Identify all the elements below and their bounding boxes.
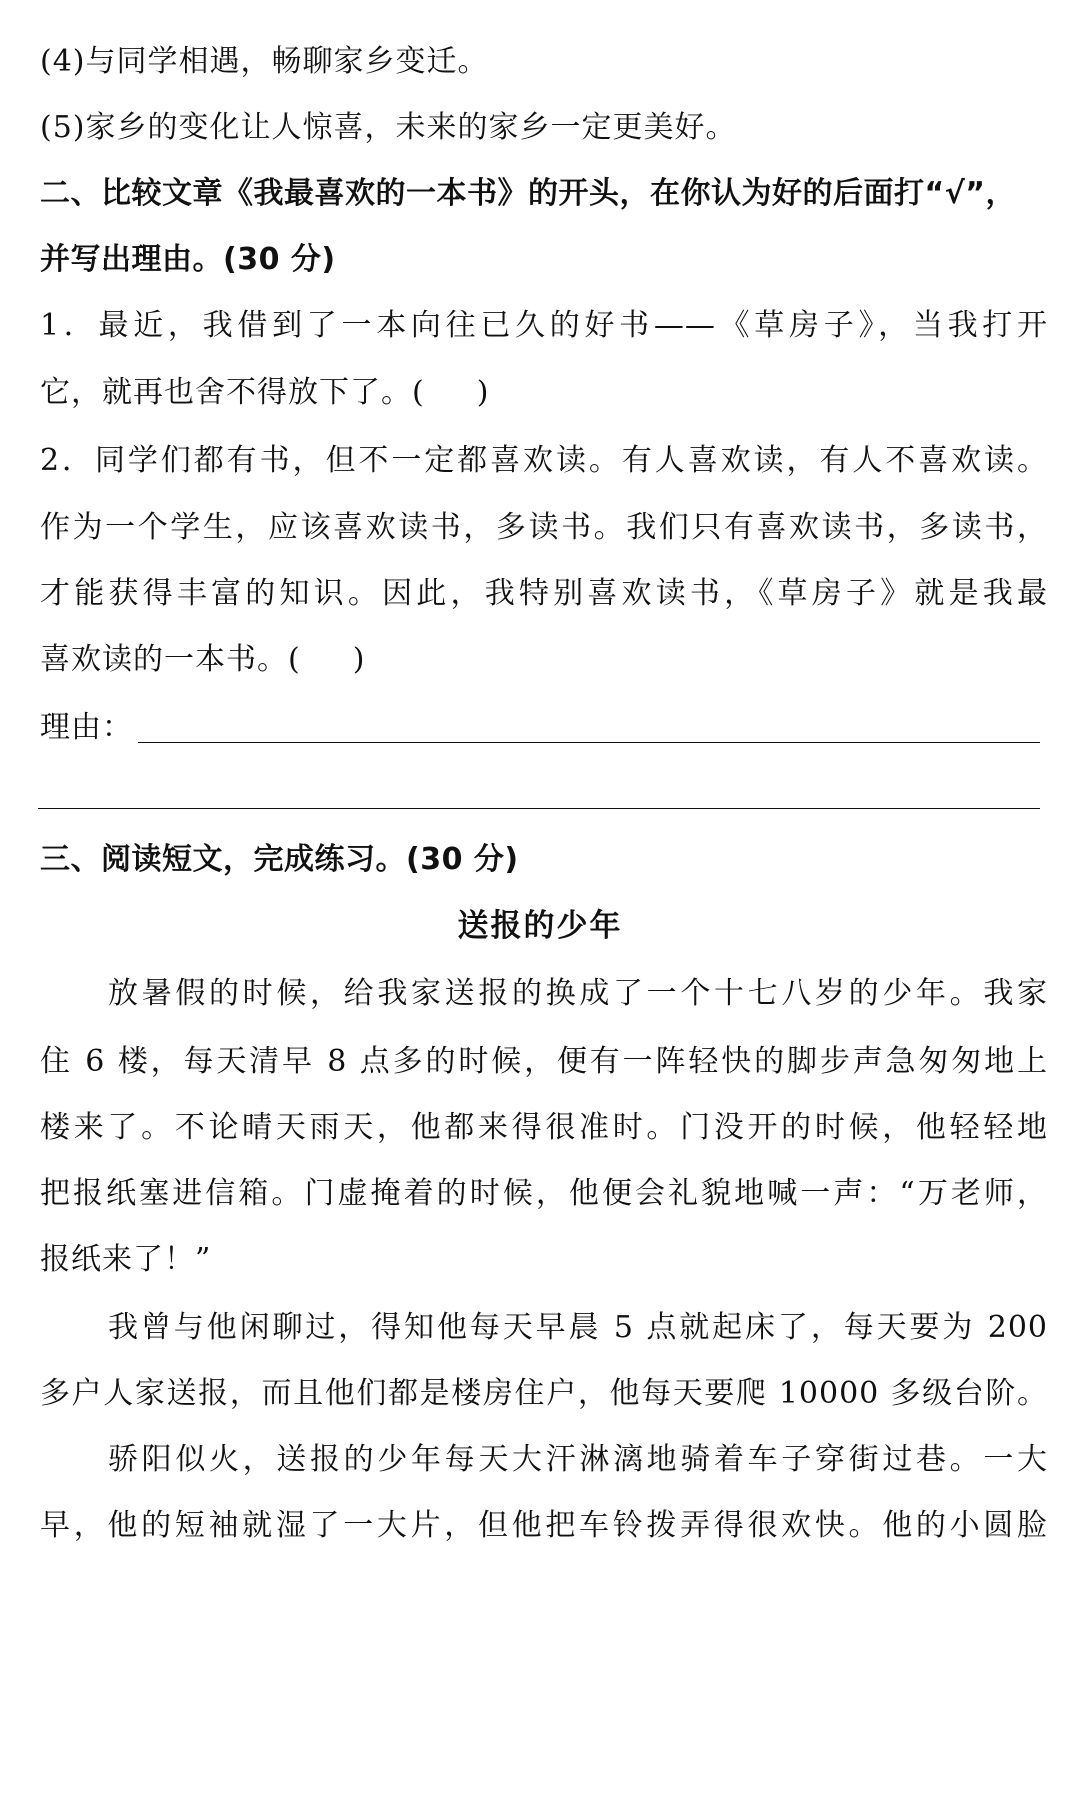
item-1-line-1: 1．最近，我借到了一本向往已久的好书——《草房子》，当我打开	[40, 308, 1048, 343]
reason-answer-line-2[interactable]	[38, 808, 1040, 809]
passage-p1-line-3: 楼来了。不论晴天雨天，他都来得很准时。门没开的时候，他轻轻地	[40, 1110, 1048, 1145]
item-2-line-1: 2．同学们都有书，但不一定都喜欢读。有人喜欢读，有人不喜欢读。	[40, 443, 1048, 478]
passage-p2-line-1: 我曾与他闲聊过，得知他每天早晨 5 点就起床了，每天要为 200	[108, 1310, 1048, 1345]
item-1-paren-close: )	[476, 375, 490, 410]
section-3-heading: 三、阅读短文，完成练习。(30 分)	[40, 842, 519, 877]
option-5-text: (5)家乡的变化让人惊喜，未来的家乡一定更美好。	[40, 110, 737, 145]
passage-p1-line-5: 报纸来了！”	[40, 1242, 212, 1277]
item-2-text-end: 喜欢读的一本书。(	[40, 642, 301, 677]
item-1-text-end: 它，就再也舍不得放下了。(	[40, 375, 425, 410]
passage-p3-line-1: 骄阳似火，送报的少年每天大汗淋漓地骑着车子穿街过巷。一大	[108, 1442, 1048, 1477]
reason-answer-line-1[interactable]	[138, 742, 1040, 743]
section-2-heading-cont: 并写出理由。(30 分)	[40, 242, 336, 277]
item-2-line-2: 作为一个学生，应该喜欢读书，多读书。我们只有喜欢读书，多读书，	[40, 510, 1048, 545]
passage-p2-line-2: 多户人家送报，而且他们都是楼房住户，他每天要爬 10000 多级台阶。	[40, 1376, 1048, 1411]
item-2-line-4	[40, 640, 1048, 680]
item-1-line-2	[40, 373, 1048, 413]
passage-p1-line-1: 放暑假的时候，给我家送报的换成了一个十七八岁的少年。我家	[108, 976, 1048, 1011]
section-2-heading: 二、比较文章《我最喜欢的一本书》的开头，在你认为好的后面打“√”，	[40, 176, 1016, 211]
option-4-text: (4)与同学相遇，畅聊家乡变迁。	[40, 44, 489, 79]
passage-title: 送报的少年	[457, 908, 623, 944]
item-2-line-3: 才能获得丰富的知识。因此，我特别喜欢读书，《草房子》就是我最	[40, 576, 1048, 611]
passage-p1-line-2: 住 6 楼，每天清早 8 点多的时候，便有一阵轻快的脚步声急匆匆地上	[40, 1044, 1048, 1079]
passage-p1-line-4: 把报纸塞进信箱。门虚掩着的时候，他便会礼貌地喊一声：“万老师，	[40, 1176, 1048, 1211]
passage-p3-line-2: 早，他的短袖就湿了一大片，但他把车铃拨弄得很欢快。他的小圆脸	[40, 1508, 1048, 1543]
reason-label: 理由：	[40, 710, 133, 745]
item-2-paren-close: )	[352, 642, 366, 677]
